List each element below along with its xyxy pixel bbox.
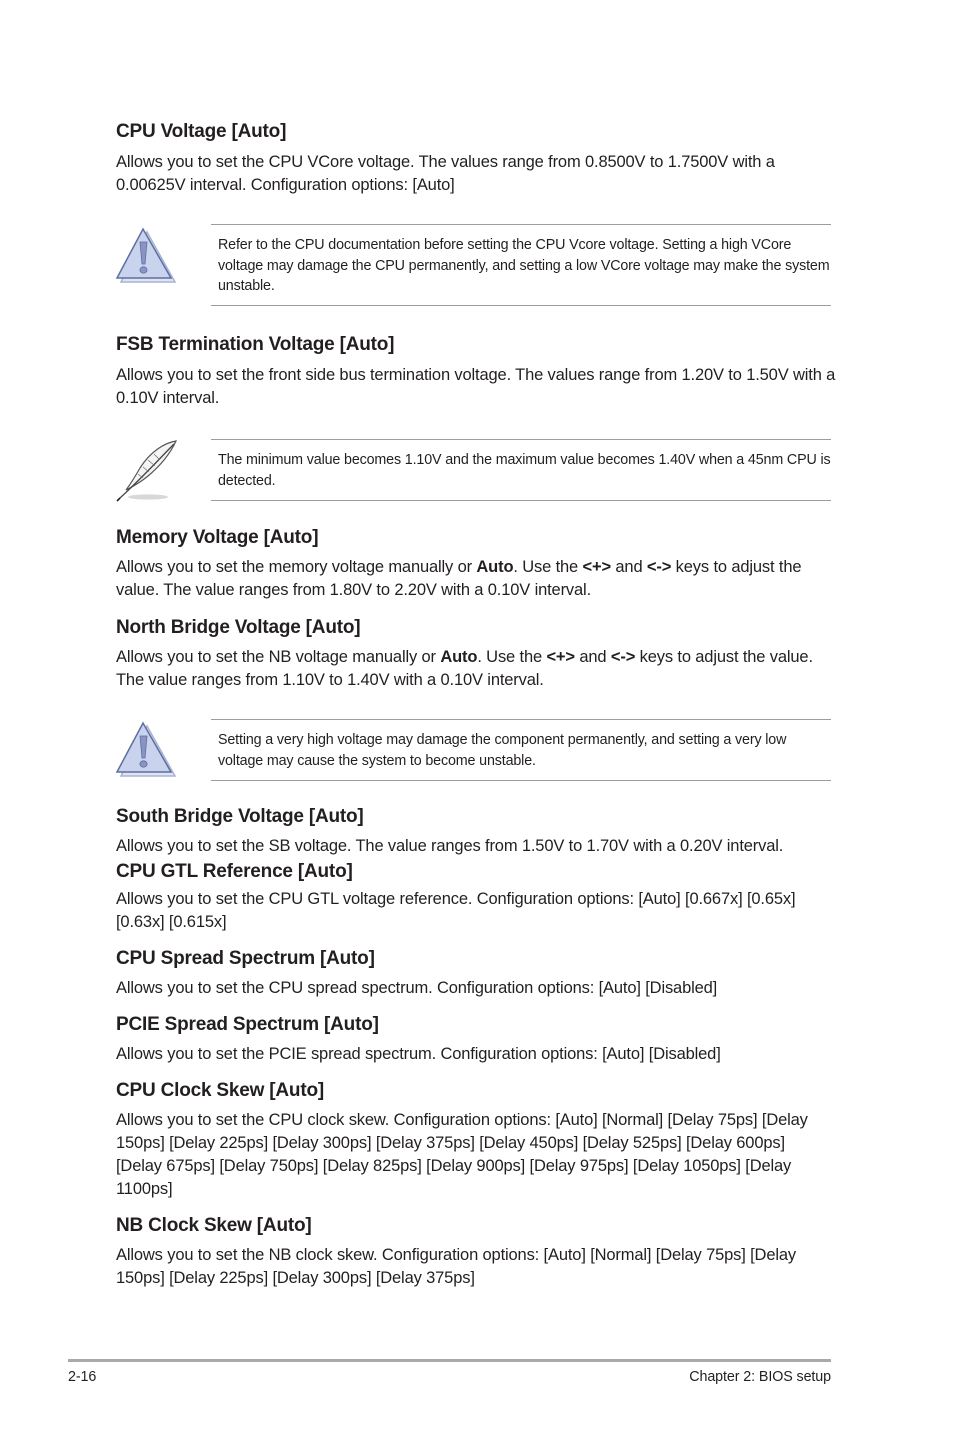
section-title-cpu-spread: CPU Spread Spectrum [Auto] xyxy=(116,948,375,969)
section-title-cpu-voltage: CPU Voltage [Auto] xyxy=(116,121,287,142)
section-body-memory-voltage xyxy=(116,556,840,602)
section-body-pcie-spread: Allows you to set the PCIE spread spectrum. Configuration options: [Auto] [Disabled] xyxy=(116,1045,721,1063)
section-body-cpu-spread: Allows you to set the CPU spread spectrum. Configuration options: [Auto] [Disabled] xyxy=(116,979,718,997)
warning-triangle-icon xyxy=(114,720,176,783)
nb-voltage-text-4: keys to adjust the value. The value ranges from 1.10V to 1.40V with a 0.10V interval. xyxy=(116,648,813,689)
page-number: 2-16 xyxy=(68,1369,97,1385)
memory-voltage-text-1: Allows you to set the memory voltage manually or xyxy=(116,558,477,576)
nb-voltage-text-3: and xyxy=(574,648,611,666)
nb-voltage-auto: Auto xyxy=(440,648,478,666)
nb-voltage-text-2: . Use the xyxy=(477,648,547,666)
nb-voltage-plus-key: <+> xyxy=(546,648,575,666)
nb-voltage-minus-key: <-> xyxy=(610,648,636,666)
footer-rule xyxy=(68,1359,831,1362)
caution-note-vcore-text: Refer to the CPU documentation before setting the CPU Vcore voltage. Setting a high VCore voltage may damage the CPU permanently, and setting a low VCore voltage may make the system unstable. xyxy=(218,237,830,294)
caution-note-nb-text: Setting a very high voltage may damage the component permanently, and setting a very low voltage may cause the system to become unstable. xyxy=(218,732,787,769)
section-title-nb-clock-skew: NB Clock Skew [Auto] xyxy=(116,1215,312,1236)
section-body-cpu-voltage: Allows you to set the CPU VCore voltage. The values range from 0.8500V to 1.7500V with a 0.00625V interval. Configuration options: [Auto] xyxy=(116,153,775,194)
section-body-sb-voltage: Allows you to set the SB voltage. The value ranges from 1.50V to 1.70V with a 0.20V interval. xyxy=(116,837,784,855)
section-body-nb-voltage xyxy=(116,646,840,692)
memory-voltage-text-2: . Use the xyxy=(513,558,583,576)
memory-voltage-plus-key: <+> xyxy=(582,558,611,576)
note-fsb-text: The minimum value becomes 1.10V and the maximum value becomes 1.40V when a 45nm CPU is detected. xyxy=(218,452,831,489)
nb-voltage-text-1: Allows you to set the NB voltage manually or xyxy=(116,648,441,666)
section-title-cpu-clock-skew: CPU Clock Skew [Auto] xyxy=(116,1080,324,1101)
section-title-sb-voltage: South Bridge Voltage [Auto] xyxy=(116,806,364,827)
section-body-nb-clock-skew: Allows you to set the NB clock skew. Configuration options: [Auto] [Normal] [Delay 75ps] [Delay 150ps] [Delay 225ps] [Delay 300ps] [Delay 375ps] xyxy=(116,1246,796,1287)
section-title-cpu-gtl: CPU GTL Reference [Auto] xyxy=(116,861,353,882)
section-title-fsb-termination: FSB Termination Voltage [Auto] xyxy=(116,334,395,355)
note-fsb xyxy=(211,439,831,501)
caution-note-nb xyxy=(211,719,831,781)
section-body-cpu-clock-skew: Allows you to set the CPU clock skew. Configuration options: [Auto] [Normal] [Delay 75ps] [Delay 150ps] [Delay 225ps] [Delay 300ps] [Delay 375ps] [Delay 450ps] [Delay 525ps] [Delay 600ps] [Delay 675ps] [Delay 750ps] [Delay 825ps] [Delay 900ps] [Delay 975ps] [Delay 1050ps] [Delay 1100ps] xyxy=(116,1111,808,1198)
memory-voltage-minus-key: <-> xyxy=(646,558,672,576)
section-title-nb-voltage: North Bridge Voltage [Auto] xyxy=(116,617,361,638)
warning-triangle-icon xyxy=(114,226,176,289)
section-body-cpu-gtl: Allows you to set the CPU GTL voltage reference. Configuration options: [Auto] [0.667x] [0.65x] [0.63x] [0.615x] xyxy=(116,890,796,931)
section-body-fsb-termination: Allows you to set the front side bus termination voltage. The values range from 1.20V to 1.50V with a 0.10V interval. xyxy=(116,366,836,407)
memory-voltage-text-4: keys to adjust the value. The value ranges from 1.80V to 2.20V with a 0.10V interval. xyxy=(116,558,802,599)
chapter-title: Chapter 2: BIOS setup xyxy=(689,1369,831,1385)
quill-pen-icon xyxy=(114,438,180,507)
section-title-pcie-spread: PCIE Spread Spectrum [Auto] xyxy=(116,1014,379,1035)
caution-note-vcore xyxy=(211,224,831,306)
section-title-memory-voltage: Memory Voltage [Auto] xyxy=(116,527,319,548)
memory-voltage-auto: Auto xyxy=(476,558,514,576)
memory-voltage-text-3: and xyxy=(610,558,647,576)
